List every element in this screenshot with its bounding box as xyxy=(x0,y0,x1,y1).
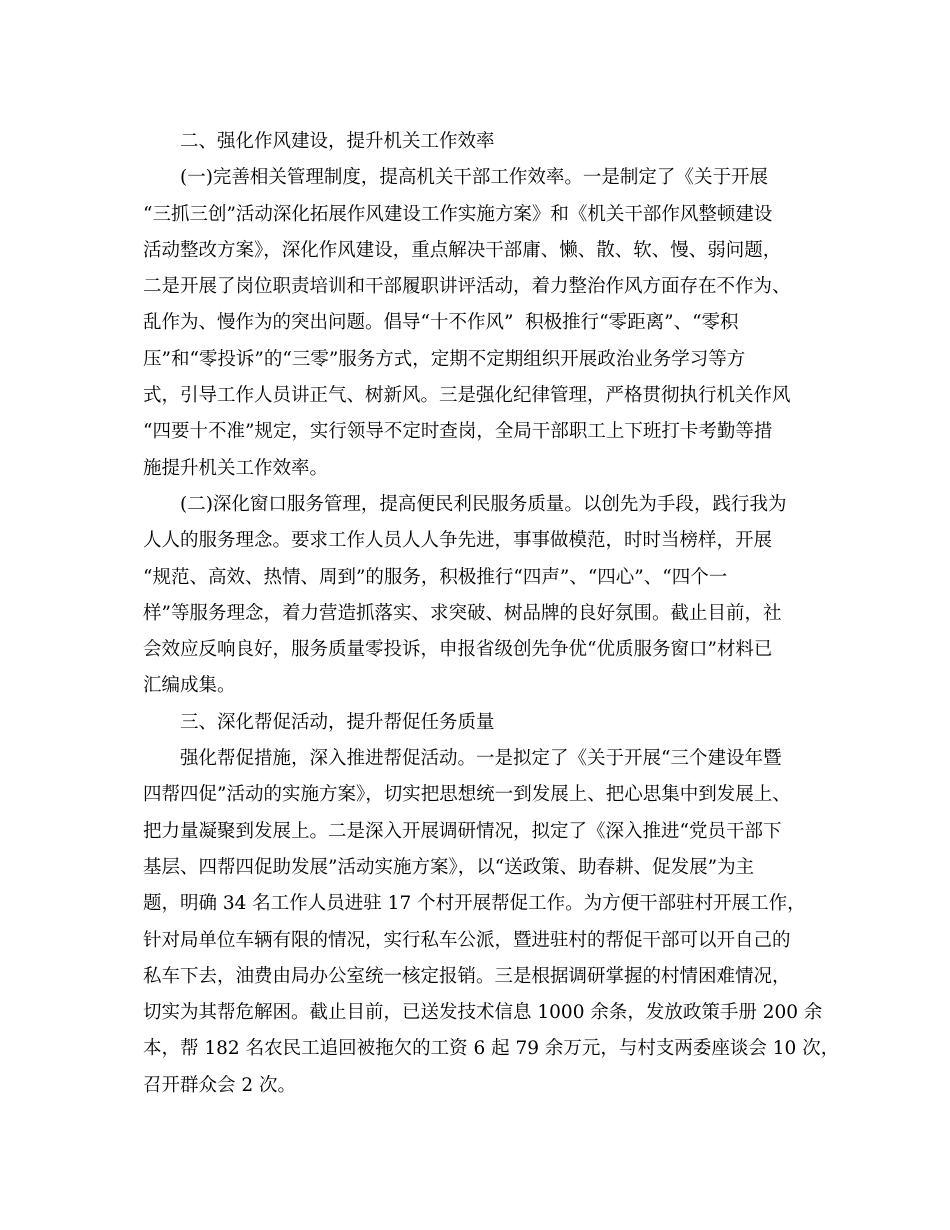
text-line: 汇编成集。 xyxy=(143,675,236,697)
text-line: 乱作为、慢作为的突出问题。倡导“十不作风” 积极推行“零距离”、“零积 xyxy=(143,312,739,334)
text-line: 把力量凝聚到发展上。二是深入开展调研情况，拟定了《深入推进“党员干部下 xyxy=(143,820,782,842)
text-line: “三抓三创”活动深化拓展作风建设工作实施方案》和《机关干部作风整顿建设 xyxy=(143,203,773,225)
text-line: 强化帮促措施，深入推进帮促活动。一是拟定了《关于开展“三个建设年暨 xyxy=(180,748,782,770)
text-line: (二)深化窗口服务管理，提高便民利民服务质量。以创先为手段，践行我为 xyxy=(180,493,787,515)
text-line: 题，明确 34 名工作人员进驻 17 个村开展帮促工作。为方便干部驻村开展工作， xyxy=(143,893,806,915)
document-body xyxy=(143,124,840,1104)
text-line: 基层、四帮四促助发展”活动实施方案》，以“送政策、助春耕、促发展”为主 xyxy=(143,856,755,878)
text-line: 样”等服务理念，着力营造抓落实、求突破、树品牌的良好氛围。截止目前，社 xyxy=(143,602,782,624)
text-line: 二、强化作风建设，提升机关工作效率 xyxy=(180,131,495,152)
text-line: 会效应反响良好，服务质量零投诉，申报省级创先争优“优质服务窗口”材料已 xyxy=(143,639,773,661)
text-line: 二是开展了岗位职责培训和干部履职讲评活动，着力整治作风方面存在不作为、 xyxy=(143,276,791,298)
text-line: 人人的服务理念。要求工作人员人人争先进，事事做模范，时时当榜样，开展 xyxy=(143,530,773,552)
text-line: 三、深化帮促活动，提升帮促任务质量 xyxy=(180,711,495,733)
text-line: 四帮四促”活动的实施方案》，切实把思想统一到发展上、把心思集中到发展上、 xyxy=(143,784,791,806)
text-line: 私车下去，油费由局办公室统一核定报销。三是根据调研掌握的村情困难情况， xyxy=(143,965,791,987)
text-line: 活动整改方案》，深化作风建设，重点解决干部庸、懒、散、软、慢、弱问题， xyxy=(143,239,782,261)
text-line: 压”和“零投诉”的“三零”服务方式，定期不定期组织开展政治业务学习等方 xyxy=(143,348,746,370)
text-line: “四要十不准”规定，实行领导不定时查岗，全局干部职工上下班打卡考勤等措 xyxy=(143,421,773,443)
text-line: “规范、高效、热情、周到”的服务，积极推行“四声”、“四心”、“四个一 xyxy=(143,566,728,588)
text-line: 施提升机关工作效率。 xyxy=(143,457,329,479)
text-line: 针对局单位车辆有限的情况，实行私车公派，暨进驻村的帮促干部可以开自己的 xyxy=(143,929,791,951)
text-line: (一)完善相关管理制度，提高机关干部工作效率。一是制定了《关于开展 xyxy=(180,167,768,189)
text-line: 式，引导工作人员讲正气、树新风。三是强化纪律管理，严格贯彻执行机关作风 xyxy=(143,385,791,407)
text-line: 本，帮 182 名农民工追回被拖欠的工资 6 起 79 余万元，与村支两委座谈会 10 次， xyxy=(143,1038,840,1060)
text-line: 切实为其帮危解困。截止目前，已送发技术信息 1000 余条，发放政策手册 200 余 xyxy=(143,1002,823,1024)
text-line: 召开群众会 2 次。 xyxy=(143,1074,297,1096)
